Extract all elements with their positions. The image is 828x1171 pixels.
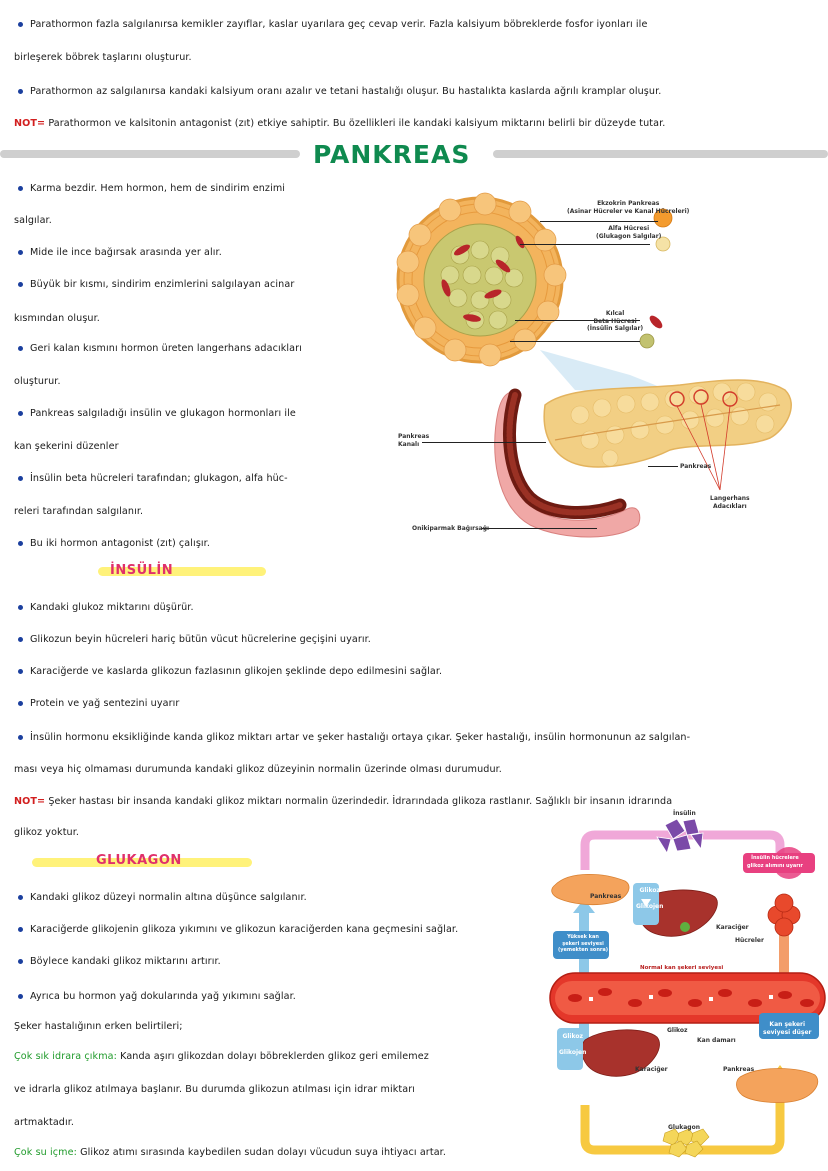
beta-cell-icon — [640, 334, 654, 348]
text-line: İnsülin beta hücreleri tarafından; glukagon, alfa hüc- — [30, 473, 288, 484]
leader-line — [482, 528, 597, 529]
text-line: Böylece kandaki glikoz miktarını artırır. — [30, 956, 221, 967]
label-text: Yüksek kan — [567, 934, 599, 940]
symptom-label: Çok su içme: — [14, 1147, 77, 1158]
note-line — [14, 117, 665, 130]
symptom-text: Glikoz atımı sırasında kaybedilen sudan dolayı vücudun suya ihtiyacı artar. — [76, 1147, 446, 1158]
bullet — [18, 411, 23, 416]
label-insulin: İnsülin — [673, 810, 696, 817]
symptom-line — [14, 1050, 429, 1063]
text-line: Geri kalan kısmını hormon üreten langerhans adacıkları — [30, 343, 302, 354]
label-low-sugar — [763, 1021, 811, 1036]
text-line: Parathormon az salgılanırsa kandaki kalsiyum oranı azalır ve tetani hastalığı oluşur. Bu hastalıkta kaslarda ağrılı kramplar oluşur. — [30, 86, 662, 97]
leader-line — [510, 341, 640, 342]
label-text: Glikoz — [639, 887, 660, 894]
label-normal-sugar: Normal kan şekeri seviyesi — [640, 965, 724, 971]
label-uptake — [747, 855, 803, 870]
symptom-line — [14, 1146, 446, 1159]
text-line: Karaciğerde glikojenin glikoza yıkımını ve glikozun karaciğerden kana geçmesini sağlar. — [30, 924, 459, 935]
bullet — [18, 541, 23, 546]
label-capillary-beta — [587, 310, 643, 333]
bullet — [18, 89, 23, 94]
text-line: Karaciğerde ve kaslarda glikozun fazlasının glikojen şeklinde depo edilmesini sağlar. — [30, 666, 443, 677]
label-text: Pankreas — [398, 433, 430, 440]
bullet — [18, 959, 23, 964]
label-text: İnsülin hücrelere — [751, 855, 799, 861]
label-text: Glikoz — [562, 1033, 583, 1040]
label-text: Beta Hücresi — [593, 317, 637, 325]
label-pancreas-bottom: Pankreas — [723, 1066, 755, 1073]
section-title-pankreas: PANKREAS — [313, 140, 471, 169]
label-text: Glikojen — [559, 1048, 587, 1056]
symptom-label: Çok sık idrara çıkma: — [14, 1051, 117, 1062]
text-line: Kandaki glikoz düzeyi normalin altına düşünce salgılanır. — [30, 892, 307, 903]
bullet — [18, 669, 23, 674]
label-text: şekeri seviyesi — [562, 940, 604, 947]
note-line — [14, 795, 672, 808]
label-pancreas: Pankreas — [680, 463, 712, 470]
note-text: Parathormon ve kalsitonin antagonist (zıt) etkiye sahiptir. Bu özellikleri ile kandaki kalsiyum miktarını belirli bir düzeyde tutar. — [45, 118, 666, 129]
bullet — [18, 701, 23, 706]
label-pancreas-top: Pankreas — [590, 893, 622, 900]
note-label: NOT= — [14, 796, 46, 807]
capillary-icon — [648, 314, 665, 331]
section-title-insulin: İNSÜLİN — [110, 563, 174, 578]
bullet — [18, 476, 23, 481]
bullet — [18, 282, 23, 287]
label-duodenum: Onikiparmak Bağırsağı — [412, 525, 490, 532]
text-line: Mide ile ince bağırsak arasında yer alır. — [30, 247, 222, 258]
label-text: Ekzokrin Pankreas — [597, 200, 660, 207]
label-text: seviyesi düşer — [763, 1028, 812, 1036]
leader-line — [648, 466, 678, 467]
bullet — [18, 346, 23, 351]
text-line: kısmından oluşur. — [14, 313, 100, 324]
leader-line — [422, 442, 546, 443]
label-liver-top: Karaciğer — [716, 924, 749, 931]
text-line: ması veya hiç olmaması durumunda kandaki glikoz düzeyinin normalin üzerinde olması durumudur. — [14, 764, 502, 775]
label-langerhans — [710, 495, 750, 510]
bullet — [18, 927, 23, 932]
divider-left — [0, 150, 300, 158]
text-line: kan şekerini düzenler — [14, 441, 119, 452]
label-glucose-glycogen-bottom — [559, 1033, 586, 1056]
bullet — [18, 250, 23, 255]
text-line: Kandaki glukoz miktarını düşürür. — [30, 602, 194, 613]
label-text: Alfa Hücresi — [608, 225, 650, 232]
text-line: birleşerek böbrek taşlarını oluşturur. — [14, 52, 192, 63]
label-liver-bottom: Karaciğer — [635, 1066, 668, 1073]
leader-line — [540, 221, 658, 222]
label-text: Glikojen — [636, 902, 664, 910]
label-blood-vessel: Kan damarı — [697, 1037, 736, 1044]
symptom-text: Kanda aşırı glikozdan dolayı böbreklerden glikoz geri emilemez — [116, 1051, 429, 1062]
bullet — [18, 637, 23, 642]
bullet — [18, 994, 23, 999]
text-line: salgılar. — [14, 215, 52, 226]
bullet — [18, 735, 23, 740]
label-text: glikoz alımını uyarır — [747, 862, 803, 869]
label-alpha-cell — [596, 225, 661, 240]
text-line: releri tarafından salgılanır. — [14, 506, 144, 517]
bullet — [18, 605, 23, 610]
text-line: Bu iki hormon antagonist (zıt) çalışır. — [30, 538, 210, 549]
text-line: İnsülin hormonu eksikliğinde kanda glikoz miktarı artar ve şeker hastalığı ortaya çıkar. Şeker hastalığı, insülin hormonunun az salgılan- — [30, 732, 691, 743]
text-line: Parathormon fazla salgılanırsa kemikler zayıflar, kaslar uyarılara geç cevap verir. Fazla kalsiyum böbreklerde fosfor iyonları ile — [30, 19, 648, 30]
label-pancreatic-duct — [398, 433, 429, 448]
label-text: Adacıkları — [712, 502, 747, 510]
label-text: (Glukagon Salgılar) — [596, 232, 662, 240]
label-cells: Hücreler — [735, 937, 764, 944]
text-line: artmaktadır. — [14, 1117, 75, 1128]
label-exocrine — [567, 200, 689, 215]
text-line: glikoz yoktur. — [14, 827, 80, 838]
body-cells — [768, 894, 800, 936]
text-line: ve idrarla glikoz atılmaya başlanır. Bu durumda glikozun atılması için idrar miktarı — [14, 1084, 416, 1095]
text-line: Pankreas salgıladığı insülin ve glukagon hormonları ile — [30, 408, 296, 419]
bullet — [18, 186, 23, 191]
label-text: Kan şekeri — [769, 1021, 806, 1028]
bullet — [18, 895, 23, 900]
note-label: NOT= — [14, 118, 46, 129]
label-text: Langerhans — [710, 495, 750, 502]
label-text: Kanalı — [398, 440, 420, 448]
text-line: Şeker hastalığının erken belirtileri; — [14, 1021, 183, 1032]
bullet — [18, 22, 23, 27]
label-glucose-glycogen — [636, 887, 663, 910]
text-line: Ayrıca bu hormon yağ dokularında yağ yıkımını sağlar. — [30, 991, 296, 1002]
label-text: (yemekten sonra) — [558, 947, 609, 953]
text-line: Protein ve yağ sentezini uyarır — [30, 698, 180, 709]
label-glucose-mid: Glikoz — [667, 1027, 688, 1034]
label-text: (İnsülin Salgılar) — [587, 325, 644, 332]
text-line: Karma bezdir. Hem hormon, hem de sindirim enzimi — [30, 183, 286, 194]
note-text: Şeker hastası bir insanda kandaki glikoz miktarı normalin üzerindedir. İdrarındada glikoza rastlanır. Sağlıklı bir insanın idrarında — [45, 796, 673, 807]
pancreas-bottom — [736, 1069, 817, 1103]
text-line: Glikozun beyin hücreleri hariç bütün vücut hücrelerine geçişini uyarır. — [30, 634, 371, 645]
divider-right — [493, 150, 828, 158]
label-text: (Asinar Hücreler ve Kanal Hücreleri) — [567, 207, 690, 215]
label-text: Kılcal — [605, 310, 625, 317]
text-line: oluşturur. — [14, 376, 61, 387]
label-high-sugar — [558, 934, 608, 954]
section-title-glukagon: GLUKAGON — [96, 853, 182, 868]
label-glucagon: Glukagon — [668, 1124, 700, 1131]
text-line: Büyük bir kısmı, sindirim enzimlerini salgılayan acinar — [30, 279, 295, 290]
leader-line — [520, 244, 650, 245]
